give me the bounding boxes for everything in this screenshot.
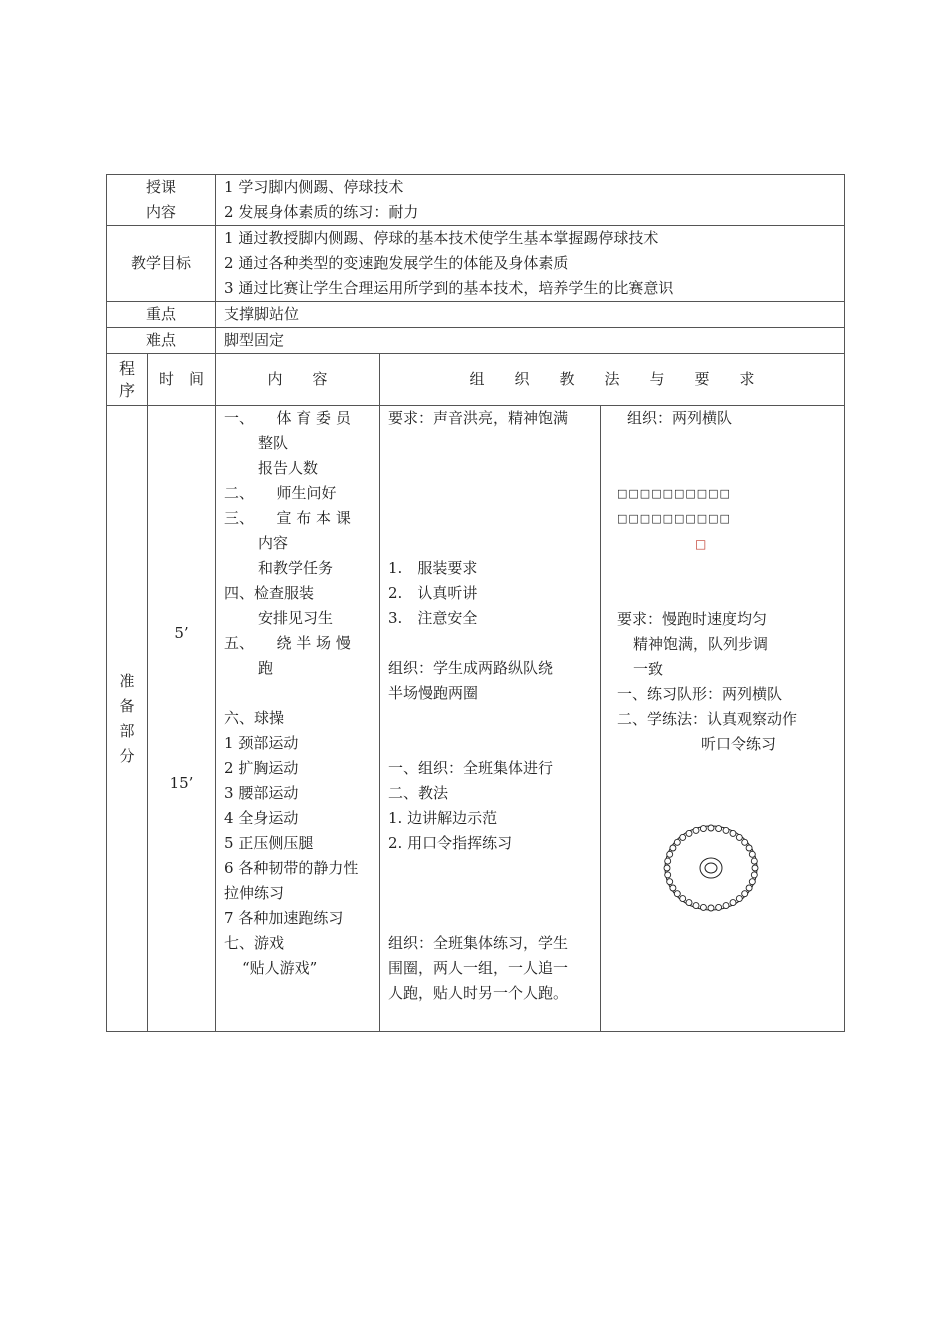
method-line: 组织：全班集体练习，学生 bbox=[388, 934, 569, 952]
student-marker bbox=[751, 858, 757, 864]
student-marker bbox=[742, 891, 748, 897]
content-line: 7 各种加速跑练习 bbox=[224, 909, 344, 927]
teaching-goal-item: 3 通过比赛让学生合理运用所学到的基本技术，培养学生的比赛意识 bbox=[224, 279, 674, 297]
student-marker bbox=[674, 891, 680, 897]
content-line: 七、游戏 bbox=[224, 934, 285, 952]
content-line: 五、 绕 半 场 慢 bbox=[224, 634, 351, 652]
method-line bbox=[388, 431, 600, 456]
center-ring bbox=[700, 858, 722, 878]
key-point-value: 支撑脚站位 bbox=[216, 302, 845, 328]
circle-formation-diagram bbox=[661, 824, 771, 924]
method-line bbox=[388, 856, 600, 881]
row-preparation-section bbox=[107, 406, 845, 1032]
content-line: 5 正压侧压腿 bbox=[224, 834, 314, 852]
student-marker bbox=[742, 839, 748, 845]
method-line: 1. 边讲解边示范 bbox=[388, 809, 498, 827]
organization-text: 组织：两列横队 bbox=[627, 409, 733, 427]
content-line: 四、检查服装 bbox=[224, 584, 315, 602]
content-line: 三、 宣 布 本 课 bbox=[224, 509, 351, 527]
content-line: 跑 bbox=[258, 659, 274, 677]
content-line: 2 扩胸运动 bbox=[224, 759, 299, 777]
student-marker bbox=[746, 845, 752, 851]
section-label-char: 分 bbox=[119, 746, 135, 765]
section-requirements bbox=[601, 406, 845, 1032]
header-time: 时 间 bbox=[148, 354, 216, 406]
method-line bbox=[388, 506, 600, 531]
student-marker bbox=[670, 845, 676, 851]
lesson-content-label bbox=[107, 175, 216, 226]
method-line: 组织：学生成两路纵队绕 bbox=[388, 659, 554, 677]
circle-outline bbox=[665, 826, 757, 910]
method-line: 二、教法 bbox=[388, 784, 449, 802]
teaching-goal-cell bbox=[216, 226, 845, 302]
lesson-content-cell bbox=[216, 175, 845, 226]
header-procedure bbox=[107, 354, 148, 406]
student-marker bbox=[723, 903, 729, 909]
requirement-line: 一、练习队形：两列横队 bbox=[617, 685, 783, 703]
section-content bbox=[216, 406, 380, 1032]
key-point-label: 重点 bbox=[107, 302, 216, 328]
method-line: 一、组织：全班集体进行 bbox=[388, 759, 554, 777]
content-line bbox=[224, 681, 379, 706]
section-label bbox=[107, 406, 148, 1032]
content-line: 安排见习生 bbox=[258, 609, 334, 627]
student-marker bbox=[700, 904, 706, 910]
student-marker bbox=[693, 903, 699, 909]
content-line: 六、球操 bbox=[224, 709, 285, 727]
requirement-line: 二、学练法：认真观察动作 bbox=[617, 710, 798, 728]
difficulty-value: 脚型固定 bbox=[216, 328, 845, 354]
student-marker bbox=[708, 905, 714, 911]
student-marker bbox=[723, 827, 729, 833]
content-line: 1 颈部运动 bbox=[224, 734, 299, 752]
student-marker bbox=[700, 826, 706, 832]
method-line bbox=[388, 906, 600, 931]
student-marker bbox=[749, 879, 755, 885]
method-list bbox=[388, 406, 600, 1006]
teacher-position-mark: □ bbox=[695, 537, 707, 551]
content-line: 内容 bbox=[258, 534, 289, 552]
student-marker bbox=[670, 885, 676, 891]
lesson-content-label-2: 内容 bbox=[146, 203, 177, 221]
method-line: 1. 服装要求 bbox=[388, 559, 478, 577]
student-marker bbox=[716, 826, 722, 832]
requirement-line: 要求：慢跑时速度均匀 bbox=[617, 610, 768, 628]
lesson-content-item: 1 学习脚内侧踢、停球技术 bbox=[224, 178, 404, 196]
student-marker bbox=[680, 834, 686, 840]
method-line: 围圈，两人一组，一人追一 bbox=[388, 959, 569, 977]
student-marker bbox=[686, 830, 692, 836]
student-marker bbox=[716, 904, 722, 910]
student-marker bbox=[730, 900, 736, 906]
student-marker bbox=[736, 834, 742, 840]
student-marker bbox=[664, 865, 670, 871]
content-line: 二、 师生问好 bbox=[224, 484, 337, 502]
method-line bbox=[388, 456, 600, 481]
teaching-goal-item: 1 通过教授脚内侧踢、停球的基本技术使学生基本掌握踢停球技术 bbox=[224, 229, 659, 247]
section-label-char: 备 bbox=[119, 696, 135, 715]
method-line bbox=[388, 881, 600, 906]
lesson-content-label-1: 授课 bbox=[146, 178, 177, 196]
method-line bbox=[388, 631, 600, 656]
method-line: 2. 认真听讲 bbox=[388, 584, 478, 602]
student-marker bbox=[693, 827, 699, 833]
student-marker bbox=[730, 830, 736, 836]
student-marker bbox=[665, 872, 671, 878]
student-marker bbox=[665, 858, 671, 864]
method-line bbox=[388, 481, 600, 506]
student-marker bbox=[686, 900, 692, 906]
student-marker bbox=[708, 825, 714, 831]
row-key-point bbox=[107, 302, 845, 328]
header-organization: 组 织 教 法 与 要 求 bbox=[380, 354, 845, 406]
teaching-goal-item: 2 通过各种类型的变速跑发展学生的体能及身体素质 bbox=[224, 254, 569, 272]
formation-row: □□□□□□□□□□ bbox=[617, 487, 731, 500]
section-label-char: 部 bbox=[119, 721, 135, 740]
content-line: 4 全身运动 bbox=[224, 809, 299, 827]
row-difficulty bbox=[107, 328, 845, 354]
student-marker bbox=[752, 865, 758, 871]
student-marker bbox=[749, 851, 755, 857]
content-line: 拉伸练习 bbox=[224, 884, 285, 902]
formation-row: □□□□□□□□□□ bbox=[617, 512, 731, 525]
content-line: 3 腰部运动 bbox=[224, 784, 299, 802]
requirement-line: 一致 bbox=[633, 660, 664, 678]
section-method bbox=[380, 406, 601, 1032]
method-line: 2. 用口令指挥练习 bbox=[388, 834, 513, 852]
student-marker bbox=[667, 879, 673, 885]
method-line: 半场慢跑两圈 bbox=[388, 684, 479, 702]
row-teaching-goals bbox=[107, 226, 845, 302]
requirement-line: 听口令练习 bbox=[701, 735, 777, 753]
method-line bbox=[388, 706, 600, 731]
header-content: 内 容 bbox=[216, 354, 380, 406]
method-line: 3. 注意安全 bbox=[388, 609, 478, 627]
section-time bbox=[148, 406, 216, 1032]
header-procedure-2: 序 bbox=[118, 380, 135, 400]
row-lesson-content bbox=[107, 175, 845, 226]
student-marker bbox=[680, 896, 686, 902]
student-marker bbox=[746, 885, 752, 891]
header-procedure-1: 程 bbox=[118, 358, 135, 378]
difficulty-label: 难点 bbox=[107, 328, 216, 354]
method-line: 人跑，贴人时另一个人跑。 bbox=[388, 984, 569, 1002]
method-line bbox=[388, 731, 600, 756]
time-value-2: 15’ bbox=[169, 774, 194, 792]
row-column-headers bbox=[107, 354, 845, 406]
section-label-char: 准 bbox=[119, 671, 135, 690]
content-list bbox=[224, 406, 379, 981]
student-marker bbox=[667, 851, 673, 857]
content-line: “贴人游戏” bbox=[242, 959, 318, 977]
content-line: 6 各种韧带的静力性 bbox=[224, 859, 359, 877]
center-dot bbox=[705, 863, 717, 873]
lesson-plan-table bbox=[106, 174, 845, 1032]
content-line: 整队 bbox=[258, 434, 289, 452]
content-line: 报告人数 bbox=[258, 459, 319, 477]
teaching-goal-label: 教学目标 bbox=[107, 226, 216, 302]
method-line bbox=[388, 531, 600, 556]
lesson-content-item: 2 发展身体素质的练习：耐力 bbox=[224, 203, 419, 221]
requirement-line: 精神饱满，队列步调 bbox=[633, 635, 769, 653]
content-line: 和教学任务 bbox=[258, 559, 334, 577]
time-value-1: 5’ bbox=[174, 624, 189, 642]
student-marker bbox=[751, 872, 757, 878]
content-line: 一、 体 育 委 员 bbox=[224, 409, 351, 427]
student-marker bbox=[736, 896, 742, 902]
student-marker bbox=[674, 839, 680, 845]
method-line: 要求：声音洪亮，精神饱满 bbox=[388, 409, 569, 427]
